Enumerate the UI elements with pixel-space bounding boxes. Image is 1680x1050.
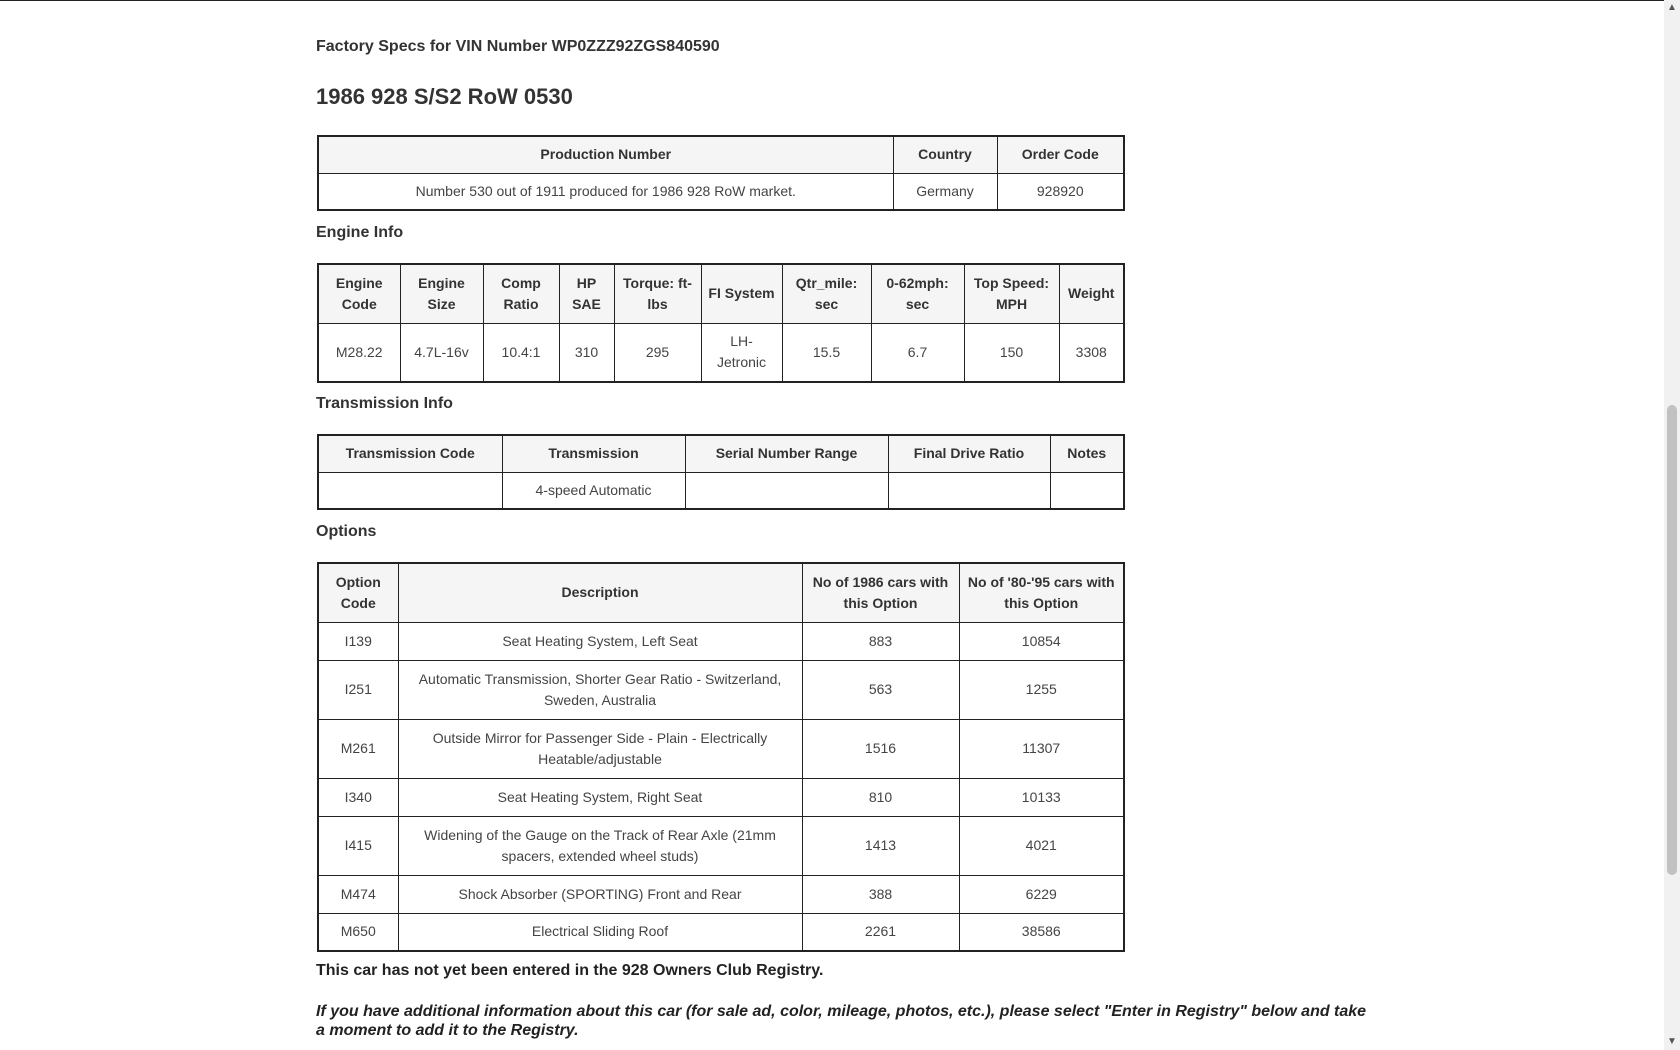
final-drive-cell: [888, 472, 1050, 509]
column-header: Final Drive Ratio: [888, 435, 1050, 472]
scroll-thumb[interactable]: [1667, 405, 1677, 875]
table-row: [318, 472, 1124, 509]
column-header: Order Code: [997, 136, 1124, 173]
table-header-row: [318, 435, 1124, 472]
fi-system-cell: LH-Jetronic: [701, 323, 782, 382]
column-header: Transmission Code: [318, 435, 502, 472]
table-header-row: [318, 563, 1124, 622]
table-row: [318, 875, 1124, 913]
options-heading: Options: [316, 523, 377, 540]
column-header: FI System: [701, 264, 782, 323]
column-header: 0-62mph: sec: [871, 264, 964, 323]
option-code-cell: M650: [318, 913, 398, 951]
option-count-all-cell: 4021: [959, 816, 1124, 875]
table-header-row: [318, 264, 1124, 323]
option-description-cell: Shock Absorber (SPORTING) Front and Rear: [398, 875, 802, 913]
column-header: No of 1986 cars with this Option: [802, 563, 959, 622]
scroll-up-arrow-icon[interactable]: ▲: [1667, 2, 1677, 13]
column-header: Qtr_mile: sec: [782, 264, 871, 323]
option-code-cell: I415: [318, 816, 398, 875]
option-count-1986-cell: 1516: [802, 719, 959, 778]
engine-size-cell: 4.7L-16v: [400, 323, 483, 382]
transmission-info-heading: Transmission Info: [316, 395, 453, 412]
option-description-cell: Electrical Sliding Roof: [398, 913, 802, 951]
order-code-cell: 928920: [997, 173, 1124, 210]
qtr-mile-cell: 15.5: [782, 323, 871, 382]
registry-status: This car has not yet been entered in the 928 Owners Club Registry.: [316, 962, 824, 979]
option-description-cell: Widening of the Gauge on the Track of Rear Axle (21mm spacers, extended wheel studs): [398, 816, 802, 875]
option-count-all-cell: 10133: [959, 778, 1124, 816]
table-row: [318, 622, 1124, 660]
transmission-table: [317, 434, 1125, 510]
hp-cell: 310: [559, 323, 614, 382]
option-count-all-cell: 6229: [959, 875, 1124, 913]
column-header: Engine Code: [318, 264, 400, 323]
column-header: Torque: ft-lbs: [614, 264, 701, 323]
table-row: [318, 913, 1124, 951]
option-code-cell: I139: [318, 622, 398, 660]
transmission-cell: 4-speed Automatic: [502, 472, 685, 509]
column-header: Top Speed: MPH: [964, 264, 1059, 323]
option-count-all-cell: 11307: [959, 719, 1124, 778]
vertical-scrollbar[interactable]: [1664, 0, 1680, 1050]
top-speed-cell: 150: [964, 323, 1059, 382]
engine-code-cell: M28.22: [318, 323, 400, 382]
column-header: No of '80-'95 cars with this Option: [959, 563, 1124, 622]
option-description-cell: Outside Mirror for Passenger Side - Plain - Electrically Heatable/adjustable: [398, 719, 802, 778]
option-code-cell: I251: [318, 660, 398, 719]
option-code-cell: M474: [318, 875, 398, 913]
production-number-cell: Number 530 out of 1911 produced for 1986 928 RoW market.: [318, 173, 893, 210]
column-header: Transmission: [502, 435, 685, 472]
column-header: Option Code: [318, 563, 398, 622]
option-count-1986-cell: 563: [802, 660, 959, 719]
option-code-cell: I340: [318, 778, 398, 816]
column-header: Description: [398, 563, 802, 622]
scroll-down-arrow-icon[interactable]: ▼: [1667, 1036, 1677, 1047]
option-count-all-cell: 38586: [959, 913, 1124, 951]
option-code-cell: M261: [318, 719, 398, 778]
column-header: Notes: [1050, 435, 1124, 472]
option-count-1986-cell: 883: [802, 622, 959, 660]
option-count-all-cell: 1255: [959, 660, 1124, 719]
registry-prompt: If you have additional information about this car (for sale ad, color, mileage, photos, etc.), please select "Enter in Registry" below and take a moment to add it to the Registry.: [316, 1003, 1367, 1039]
production-table: [317, 135, 1125, 211]
transmission-code-cell: [318, 472, 502, 509]
model-title: 1986 928 S/S2 RoW 0530: [316, 84, 573, 109]
column-header: HP SAE: [559, 264, 614, 323]
option-count-1986-cell: 2261: [802, 913, 959, 951]
vin-heading: Factory Specs for VIN Number WP0ZZZ92ZGS840590: [316, 38, 720, 55]
column-header: Weight: [1059, 264, 1124, 323]
table-row: [318, 778, 1124, 816]
option-count-all-cell: 10854: [959, 622, 1124, 660]
table-row: [318, 816, 1124, 875]
torque-cell: 295: [614, 323, 701, 382]
option-description-cell: Seat Heating System, Right Seat: [398, 778, 802, 816]
table-row: [318, 719, 1124, 778]
zero-to-62-cell: 6.7: [871, 323, 964, 382]
comp-ratio-cell: 10.4:1: [483, 323, 559, 382]
column-header: Engine Size: [400, 264, 483, 323]
country-cell: Germany: [893, 173, 997, 210]
engine-table: [317, 263, 1125, 383]
option-count-1986-cell: 810: [802, 778, 959, 816]
table-row: [318, 323, 1124, 382]
option-description-cell: Seat Heating System, Left Seat: [398, 622, 802, 660]
table-header-row: [318, 136, 1124, 173]
column-header: Production Number: [318, 136, 893, 173]
table-row: [318, 660, 1124, 719]
options-table: [317, 562, 1125, 952]
column-header: Comp Ratio: [483, 264, 559, 323]
option-count-1986-cell: 1413: [802, 816, 959, 875]
weight-cell: 3308: [1059, 323, 1124, 382]
column-header: Country: [893, 136, 997, 173]
option-count-1986-cell: 388: [802, 875, 959, 913]
column-header: Serial Number Range: [685, 435, 888, 472]
table-row: [318, 173, 1124, 210]
option-description-cell: Automatic Transmission, Shorter Gear Ratio - Switzerland, Sweden, Australia: [398, 660, 802, 719]
notes-cell: [1050, 472, 1124, 509]
serial-range-cell: [685, 472, 888, 509]
engine-info-heading: Engine Info: [316, 224, 404, 241]
window-top-border: [0, 0, 1664, 1]
